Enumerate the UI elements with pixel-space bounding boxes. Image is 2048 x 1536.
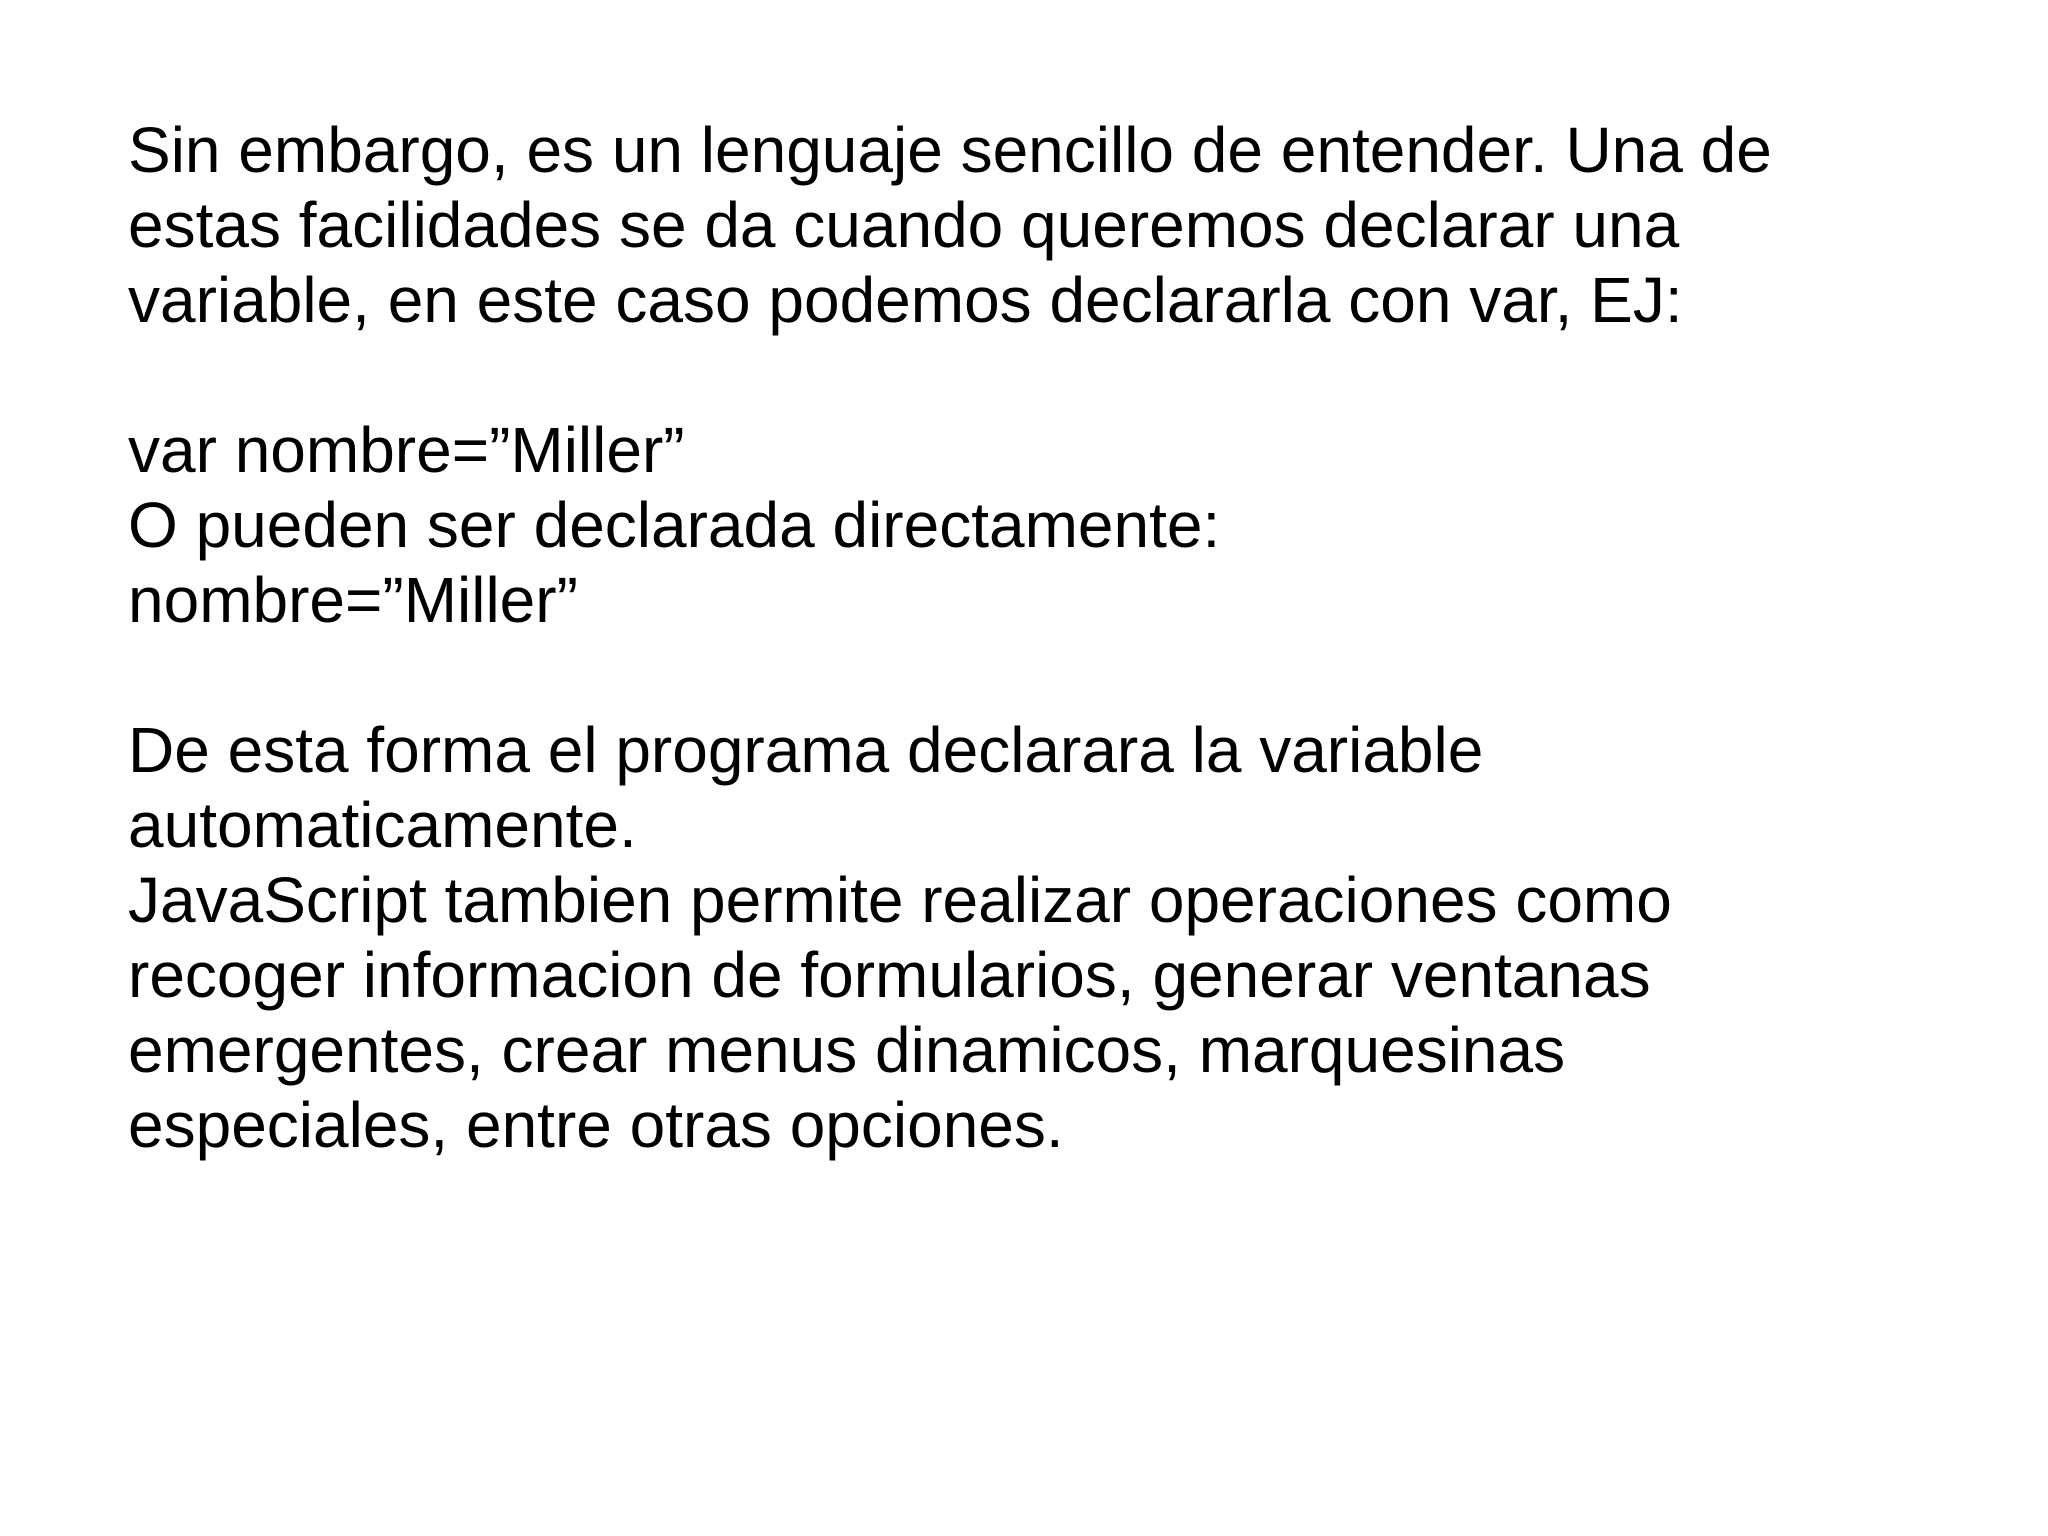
slide-text-body <box>128 113 1988 1163</box>
paragraph-1-line-3: variable, en este caso podemos declararla con var, EJ: <box>128 264 1683 336</box>
paragraph-3-line-4: especiales, entre otras opciones. <box>128 1089 1064 1161</box>
direct-declaration-note: O pueden ser declarada directamente: <box>128 489 1221 561</box>
paragraph-3-line-1: JavaScript tambien permite realizar operaciones como <box>128 864 1672 936</box>
paragraph-2-line-2: automaticamente. <box>128 789 637 861</box>
paragraph-2-line-1: De esta forma el programa declarara la variable <box>128 714 1484 786</box>
paragraph-3-line-2: recoger informacion de formularios, generar ventanas <box>128 939 1651 1011</box>
blank-line <box>128 338 1988 413</box>
code-example-direct: nombre=”Miller” <box>128 564 578 636</box>
code-example-var: var nombre=”Miller” <box>128 414 685 486</box>
paragraph-3-line-3: emergentes, crear menus dinamicos, marquesinas <box>128 1014 1566 1086</box>
blank-line <box>128 638 1988 713</box>
paragraph-1-line-2: estas facilidades se da cuando queremos declarar una <box>128 189 1680 261</box>
paragraph-1-line-1: Sin embargo, es un lenguaje sencillo de entender. Una de <box>128 114 1772 186</box>
